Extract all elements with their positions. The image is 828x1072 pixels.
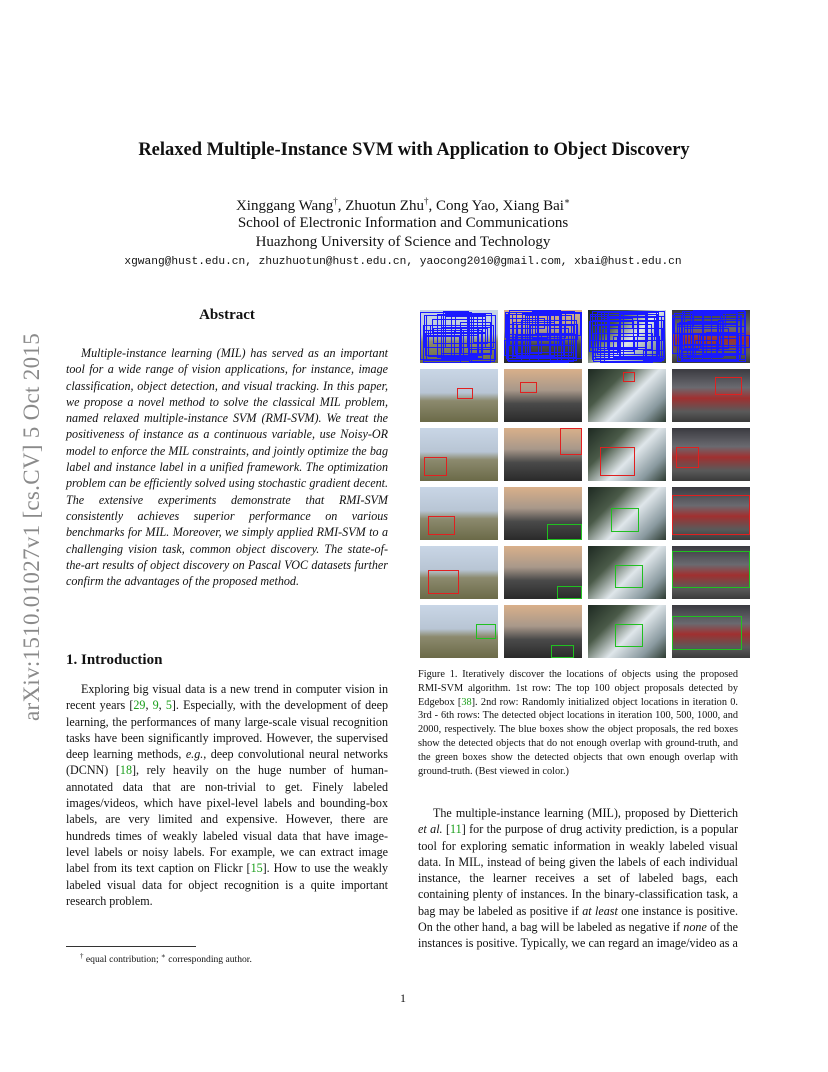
wrong-detection-box xyxy=(623,372,635,383)
figure-cell-race-car-row-6 xyxy=(672,605,750,658)
intro-text: ]. Especially, with the development of deep learning, the performances of many large-scale visual recognition tasks have been significantly improved. However, the supervised deep learning methods, xyxy=(66,698,389,762)
star-mark: ∗ xyxy=(161,952,166,960)
footnote-rule xyxy=(66,946,196,947)
wrong-detection-box xyxy=(672,495,750,535)
author-3: Cong Yao xyxy=(435,198,496,214)
author-4: Xiang Bai xyxy=(502,198,564,214)
author-list: Xinggang Wang†, Zhuotun Zhu†, Cong Yao, Xiang Bai∗ xyxy=(235,196,571,214)
intro-text: , xyxy=(145,698,153,713)
figure-cell-race-car-row-5 xyxy=(672,546,750,599)
wrong-detection-box xyxy=(676,447,699,468)
figure-cell-horse-field-row-1 xyxy=(420,310,498,363)
figure-cell-horse-field-row-6 xyxy=(420,605,498,658)
intro-text: ], rely heavily on the huge number of human-annotated data that are non-trivial to get. Finely labeled images/videos, which have pixel-level labels and bounding-box labels, are very limited and expensive. However, there are hundreds times of weakly labeled visual data that have image-level labels or noisy labels. For example, we can extract image label from its text caption on Flickr [ xyxy=(66,763,388,876)
correct-detection-box xyxy=(672,551,750,588)
figure-cell-horse-field-row-3 xyxy=(420,428,498,481)
dagger-mark: † xyxy=(423,196,429,206)
wrong-detection-box xyxy=(428,516,455,535)
star-mark: ∗ xyxy=(563,196,571,206)
correct-detection-box xyxy=(547,524,582,540)
wrong-detection-box xyxy=(457,388,473,400)
introduction-paragraph xyxy=(66,681,388,909)
citation-link[interactable]: 9 xyxy=(152,698,159,713)
wrong-detection-box xyxy=(428,570,459,594)
citation-link[interactable]: 11 xyxy=(450,822,462,837)
figure-cell-street-dusk-row-4 xyxy=(504,487,582,540)
dagger-mark: † xyxy=(80,952,84,960)
figure-cell-street-dusk-row-3 xyxy=(504,428,582,481)
author-2: Zhuotun Zhu xyxy=(345,198,424,214)
introduction-heading: 1. Introduction xyxy=(66,652,163,668)
correct-detection-box xyxy=(476,624,496,640)
figure-cell-snowy-car-row-2 xyxy=(588,369,666,422)
mil-text: none xyxy=(683,920,707,935)
arxiv-stamp-text: arXiv:1510.01027v1 [cs.CV] 5 Oct 2015 xyxy=(19,333,44,721)
figure-cell-snowy-car-row-1 xyxy=(588,310,666,363)
figure-cell-race-car-row-3 xyxy=(672,428,750,481)
mil-text: at least xyxy=(582,903,618,918)
correct-detection-box xyxy=(551,645,574,658)
affiliation-line-2: Huazhong University of Science and Technology xyxy=(255,234,551,250)
wrong-detection-box xyxy=(520,382,537,393)
figure-cell-street-dusk-row-6 xyxy=(504,605,582,658)
mil-text: of the instances is positive. Typically, we can regard an image/video as a xyxy=(418,920,738,951)
caption-text: Figure 1. Iteratively discover the locations of objects using the proposed RMI-SVM algorithm. 1st row: The top 100 object proposals detected by Edgebox [ xyxy=(418,669,738,708)
figure-cell-race-car-row-1 xyxy=(672,310,750,363)
intro-text: e.g. xyxy=(185,747,204,762)
figure-cell-snowy-car-row-5 xyxy=(588,546,666,599)
citation-link[interactable]: 15 xyxy=(250,861,263,876)
wrong-detection-box xyxy=(424,457,447,476)
paper-title: Relaxed Multiple-Instance SVM with Application to Object Discovery xyxy=(138,140,690,160)
correct-detection-box xyxy=(615,624,642,648)
figure-1-caption xyxy=(418,668,738,778)
figure-cell-snowy-car-row-3 xyxy=(588,428,666,481)
figure-cell-horse-field-row-2 xyxy=(420,369,498,422)
figure-cell-horse-field-row-4 xyxy=(420,487,498,540)
mil-text: [ xyxy=(442,822,451,837)
wrong-detection-box xyxy=(715,377,742,396)
intro-text: ]. How to use the weakly labeled visual data for object recognition is a quite important research problem. xyxy=(66,861,388,908)
figure-cell-race-car-row-2 xyxy=(672,369,750,422)
wrong-detection-box xyxy=(560,428,582,455)
figure-cell-horse-field-row-5 xyxy=(420,546,498,599)
caption-text: ]. 2nd row: Randomly initialized object locations in iteration 0. 3rd - 6th rows: The detected object locations in iteration 100, 500, 1000, and 2000, respectively. The blue boxes show the object proposals, the red boxes show the detected objects that do not enough overlap with ground-truth, and the green boxes show the detected objects that own enough overlap with ground-truth. (Best viewed in color.) xyxy=(418,696,738,777)
dagger-mark: † xyxy=(333,196,338,206)
figure-cell-street-dusk-row-1 xyxy=(504,310,582,363)
intro-text: Exploring big visual data is a new trend in computer vision in recent years [ xyxy=(66,682,388,713)
proposal-box xyxy=(619,313,646,358)
figure-cell-street-dusk-row-5 xyxy=(504,546,582,599)
mil-paragraph xyxy=(418,805,738,952)
footnote-text: equal contribution; xyxy=(83,954,162,966)
wrong-detection-box xyxy=(600,447,635,476)
intro-text: , xyxy=(158,698,166,713)
mil-text: ] for the purpose of drug activity prediction, is a popular tool for exploring sematic information in weakly labeled visual data. In MIL, instead of being given the labels of each individual instance, the learner receives a set of labeled bags, each containing plenty of instances. In the binary-classification task, a bag may be labeled as positive if xyxy=(418,822,738,918)
mil-text: The multiple-instance learning (MIL), proposed by Dietterich xyxy=(433,806,738,820)
correct-detection-box xyxy=(557,586,582,599)
correct-detection-box xyxy=(615,565,642,589)
author-emails: xgwang@hust.edu.cn, zhuzhuotun@hust.edu.cn, yaocong2010@gmail.com, xbai@hust.edu.cn xyxy=(124,256,682,268)
footnote xyxy=(80,952,390,965)
footnote-text: corresponding author. xyxy=(165,954,252,966)
mil-text: et al. xyxy=(418,822,443,837)
abstract-text: Multiple-instance learning (MIL) has served as an important tool for a wide range of vision applications, for instance, image classification, object detection, and visual tracking. In this paper, we propose a novel method to solve the classical MIL problem, named relaxed multiple-instance SVM (RMI-SVM). We treat the positiveness of instance as a continuous variable, use Noisy-OR model to enforce the MIL constraints, and jointly optimize the bag label and instance label in a unified framework. The optimization problem can be efficiently solved using stochastic gradient decent. The extensive experiments demonstrate that RMI-SVM consistently achieves superior performance on various benchmarks for MIL. Moreover, we simply applied RMI-SVM to a challenging vision task, common object discovery. The state-of-the-art results of object discovery on Pascal VOC datasets further confirm the advantages of the proposed method. xyxy=(66,346,388,589)
mil-text: one instance is positive. On the other hand, a bag will be labeled as negative if xyxy=(418,903,738,935)
citation-link[interactable]: 29 xyxy=(133,698,146,713)
author-1: Xinggang Wang xyxy=(235,198,334,214)
arxiv-stamp xyxy=(14,292,50,762)
correct-detection-box xyxy=(611,508,638,532)
proposal-box xyxy=(522,334,576,358)
citation-link[interactable]: 5 xyxy=(165,698,172,713)
figure-cell-race-car-row-4 xyxy=(672,487,750,540)
abstract-heading: Abstract xyxy=(199,307,255,323)
correct-detection-box xyxy=(672,616,742,650)
figure-cell-snowy-car-row-6 xyxy=(588,605,666,658)
page-number: 1 xyxy=(400,991,406,1005)
proposal-box xyxy=(469,313,492,355)
citation-link[interactable]: 38 xyxy=(461,696,472,708)
affiliation-line-1: School of Electronic Information and Communications xyxy=(237,215,569,231)
figure-1-image-grid xyxy=(420,310,750,660)
figure-cell-street-dusk-row-2 xyxy=(504,369,582,422)
intro-text: , deep convolutional neural networks (DCNN) [ xyxy=(66,747,388,778)
figure-cell-snowy-car-row-4 xyxy=(588,487,666,540)
proposal-box xyxy=(681,334,739,361)
citation-link[interactable]: 18 xyxy=(119,763,132,778)
